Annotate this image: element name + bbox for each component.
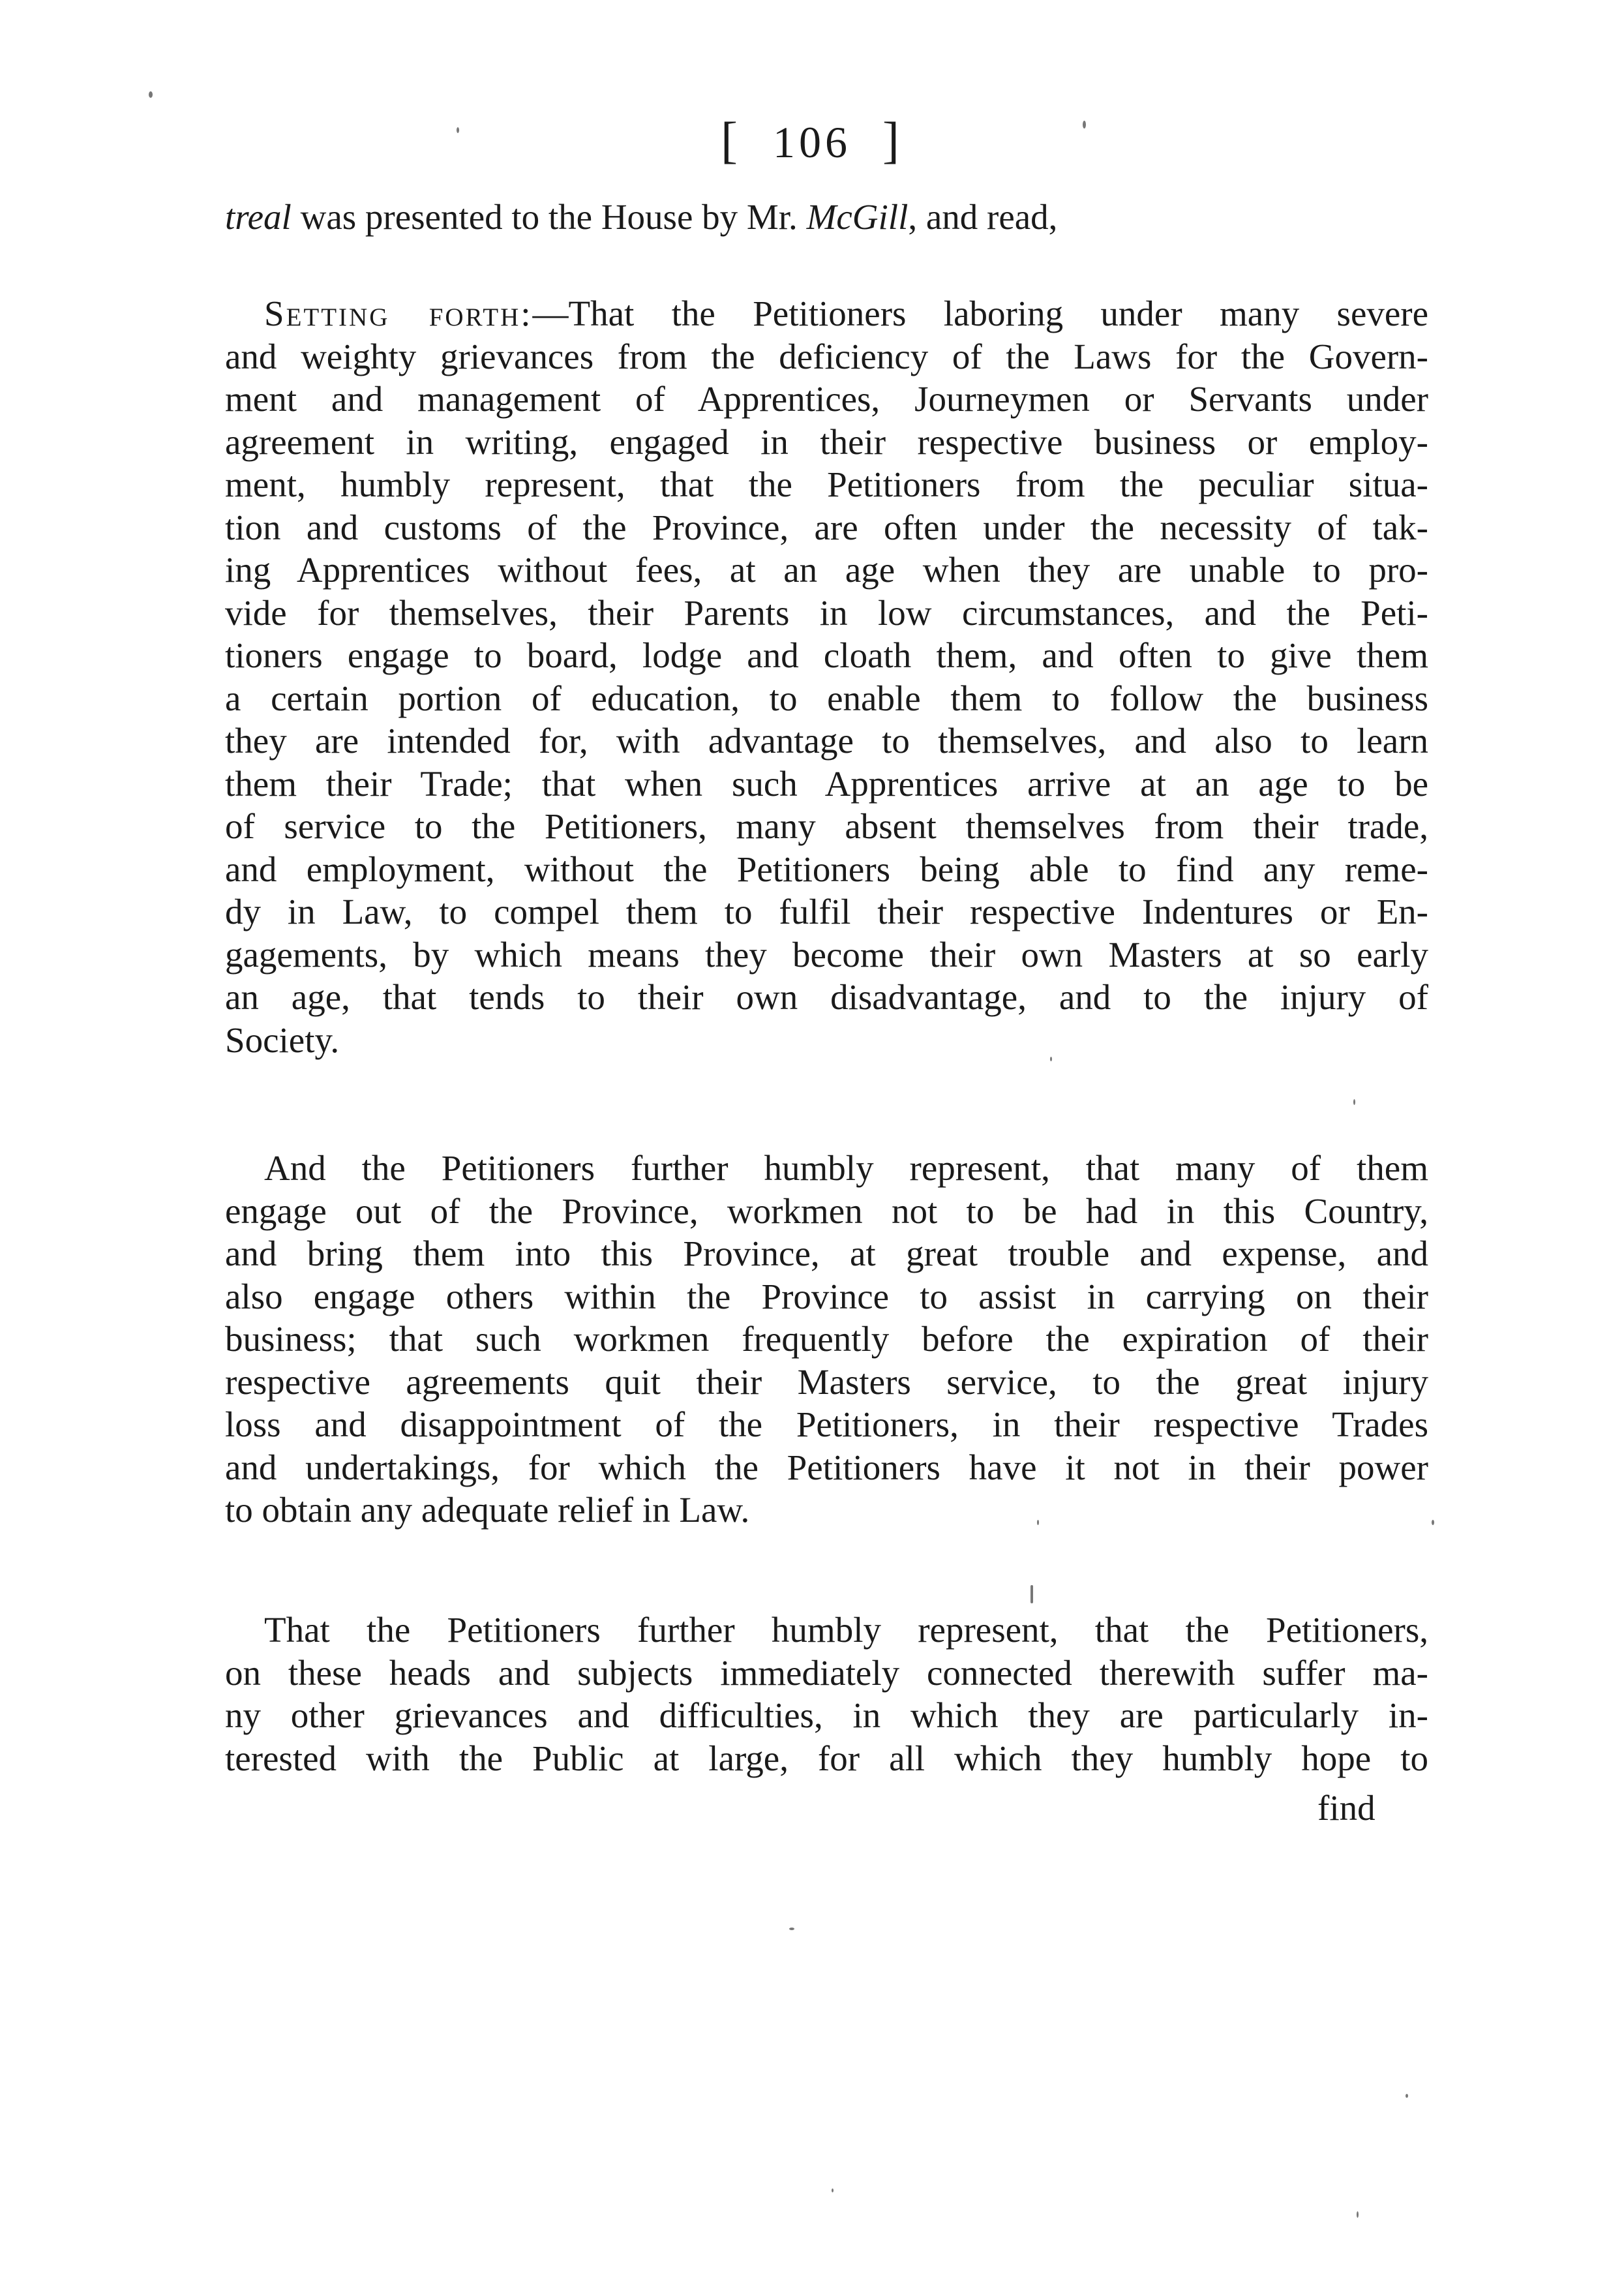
paragraph-line: to obtain any adequate relief in Law. (225, 1490, 750, 1530)
paragraph-line: a certain portion of education, to enable them to follow the business (225, 678, 1428, 718)
intro-italic-word: treal (225, 197, 292, 237)
paragraph-line: gagements, by which means they become their own Masters at so early (225, 934, 1428, 975)
paragraph-line: ment and management of Apprentices, Journeymen or Servants under (225, 379, 1428, 419)
paragraph-line: vide for themselves, their Parents in low circumstances, and the Peti- (225, 592, 1428, 633)
intro-text-b: , and read, (908, 197, 1058, 237)
paragraph-line: tion and customs of the Province, are often under the necessity of tak- (225, 507, 1428, 547)
paragraph-line: That the Petitioners further humbly represent, that the Petitioners, (264, 1610, 1428, 1650)
paragraph-line: tioners engage to board, lodge and cloath them, and often to give them (225, 635, 1428, 675)
paragraph-3 (225, 1609, 1428, 1779)
paper-speck (457, 127, 459, 133)
intro-text-a: was presented to the House by Mr. (291, 197, 807, 237)
paragraph-line: dy in Law, to compel them to fulfil their respective Indentures or En- (225, 892, 1428, 931)
paragraph-line: on these heads and subjects immediately connected therewith suffer ma- (225, 1652, 1428, 1693)
paragraph-line: respective agreements quit their Masters service, to the great injury (225, 1361, 1428, 1402)
paragraph-line: ny other grievances and difficulties, in which they are particularly in- (225, 1695, 1428, 1735)
bracket-left: [ (721, 112, 742, 168)
paragraph-line: loss and disappointment of the Petitioners, in their respective Trades (225, 1404, 1428, 1444)
paragraph-line: also engage others within the Province to assist in carrying on their (225, 1276, 1428, 1316)
paper-speck (1030, 1585, 1033, 1603)
paper-speck (1353, 1099, 1355, 1105)
paragraph-line: of service to the Petitioners, many absent themselves from their trade, (225, 806, 1428, 846)
paragraph-line: and employment, without the Petitioners being able to find any reme- (225, 849, 1428, 889)
paper-speck (1406, 2094, 1408, 2098)
paragraph-line: an age, that tends to their own disadvantage, and to the injury of (225, 977, 1428, 1017)
paper-speck (1037, 1520, 1039, 1525)
paper-speck (789, 1928, 794, 1930)
paragraph-2 (225, 1147, 1428, 1532)
paragraph-line: and undertakings, for which the Petitioners have it not in their power (225, 1447, 1428, 1487)
paper-speck (1357, 2211, 1359, 2218)
paragraph-line: business; that such workmen frequently before the expiration of their (225, 1319, 1428, 1359)
paper-speck (149, 91, 153, 98)
paragraph-1 (225, 292, 1428, 1061)
paper-speck (1050, 1057, 1052, 1061)
paragraph-line: terested with the Public at large, for all which they humbly hope to (225, 1738, 1428, 1778)
paragraph-line: Society. (225, 1020, 340, 1060)
paragraph-line: and weighty grievances from the deficiency of the Laws for the Govern- (225, 336, 1428, 376)
paragraph-line: ing Apprentices without fees, at an age when they are unable to pro- (225, 550, 1428, 590)
paragraph-line: they are intended for, with advantage to themselves, and also to learn (225, 721, 1428, 761)
intro-italic-name: McGill (806, 197, 909, 237)
paragraph-line: and bring them into this Province, at great trouble and expense, and (225, 1233, 1428, 1273)
catchword: find (1317, 1788, 1376, 1828)
page-number: 106 (773, 117, 851, 167)
paper-speck (1432, 1520, 1434, 1525)
paragraph-lead: Setting forth: (264, 294, 533, 333)
paragraph-line: Setting forth:—That the Petitioners laboring under many severe (264, 294, 1428, 333)
paragraph-line: agreement in writing, engaged in their respective business or employ- (225, 421, 1428, 462)
paper-speck (1083, 121, 1086, 129)
page-header (0, 111, 1624, 170)
paragraph-line: And the Petitioners further humbly represent, that many of them (264, 1148, 1428, 1188)
paper-speck (832, 2188, 834, 2192)
bracket-right: ] (882, 112, 903, 168)
paragraph-line: them their Trade; that when such Apprentices arrive at an age to be (225, 763, 1428, 804)
intro-line (225, 196, 1428, 239)
paragraph-line: engage out of the Province, workmen not to be had in this Country, (225, 1190, 1428, 1231)
paragraph-line: ment, humbly represent, that the Petitioners from the peculiar situa- (225, 464, 1428, 504)
